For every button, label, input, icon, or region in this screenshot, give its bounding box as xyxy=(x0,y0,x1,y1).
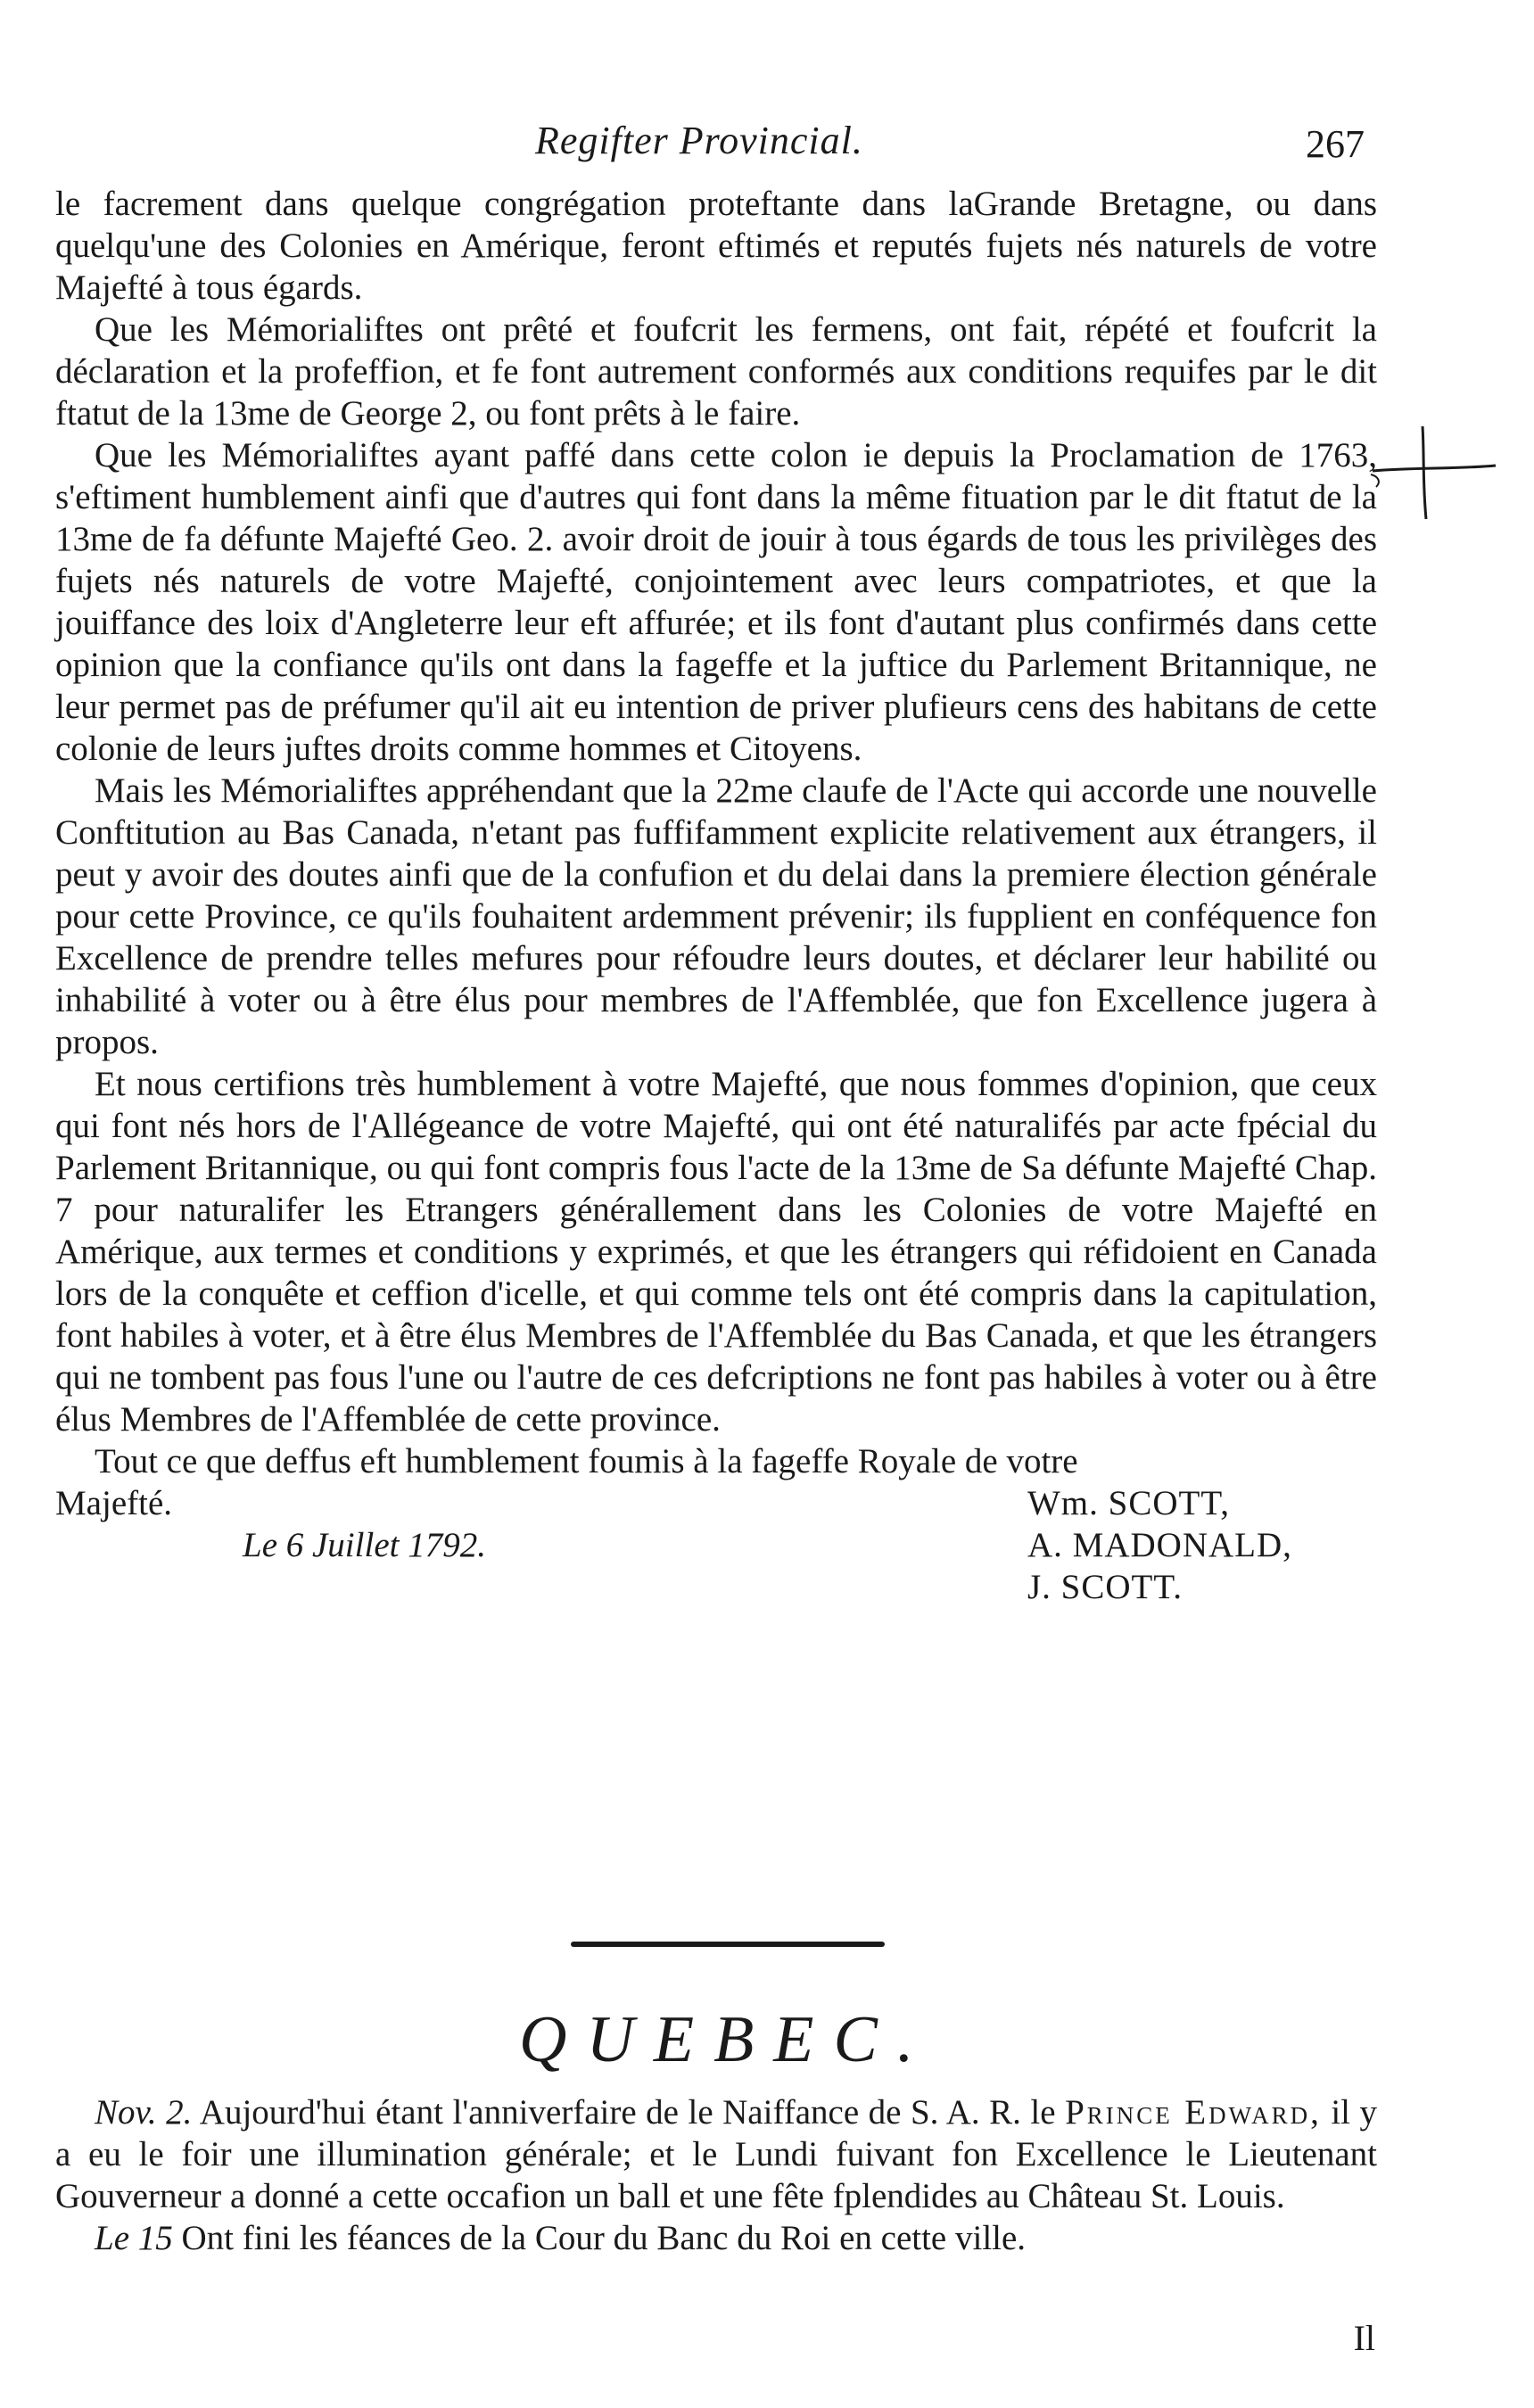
paragraph-4: Mais les Mémorialiftes appréhendant que la 22me claufe de l'Acte qui accorde une nouvelle Conftitution au Bas Canada, n'etant pas fuffifamment explicite relativement aux étrangers, il peut y avoir des doutes ainfi que de la confufion et du delai dans la premiere élection générale pour cette Province, ce qu'ils fouhaitent ardemment prévenir; ils fupplient en conféquence fon Excellence de prendre telles mefures pour réfoudre leurs doutes, et déclarer leur habilité ou inhabilité à voter ou à être élus pour membres de l'Affemblée, que fon Excellence jugera à propos. xyxy=(55,771,1377,1061)
closing-date: Le 6 Juillet 1792. xyxy=(243,1526,486,1564)
section-title: QUEBEC. xyxy=(519,2003,934,2076)
entry-date: Nov. 2. xyxy=(95,2093,193,2132)
page-number: 267 xyxy=(1306,122,1365,166)
entry-date: Le 15 xyxy=(95,2219,173,2257)
quebec-section-body xyxy=(55,2091,1377,2259)
entry-text-after: il y a eu le foir une illumination générale; et le Lundi fuivant fon Excellence le Lieutenant Gouverneur a donné a cette occafion un ball et une fête fplendides au Château St. Louis. xyxy=(55,2093,1377,2215)
handwritten-cross-mark xyxy=(1369,419,1498,526)
paragraph-2: Que les Mémorialiftes ont prêté et foufcrit les fermens, ont fait, répété et foufcrit la déclaration et la profeffion, et fe font autrement conformés aux conditions requifes par le dit ftatut de la 13me de George 2, ou font prêts à le faire. xyxy=(55,310,1377,433)
catchword: Il xyxy=(1353,2318,1375,2358)
paragraph-1: le facrement dans quelque congrégation proteftante dans laGrande Bretagne, ou dans quelqu'une des Colonies en Amérique, feront eftimés et reputés fujets nés naturels de votre Majefté à tous égards. xyxy=(55,185,1377,307)
signatory-2: A. MADONALD, xyxy=(1027,1526,1292,1564)
signatory-3: J. SCOTT. xyxy=(1027,1568,1183,1606)
signatory-1: Wm. SCOTT, xyxy=(1027,1484,1231,1522)
entry-nov-2 xyxy=(55,2091,1377,2217)
entry-text: Ont fini les féances de la Cour du Banc du Roi en cette ville. xyxy=(181,2219,1027,2257)
running-title: Regifter Provincial. xyxy=(535,119,863,162)
entry-le-15 xyxy=(55,2217,1377,2259)
closing-majesty: Majefté. xyxy=(55,1484,173,1522)
memorial-body xyxy=(55,183,1377,1610)
entry-name: Prince Edward, xyxy=(1065,2093,1322,2132)
closing-text: Tout ce que deffus eft humblement foumis à la fageffe Royale de votre xyxy=(95,1442,1078,1480)
page-header xyxy=(54,118,1445,180)
paragraph-3: Que les Mémorialiftes ayant paffé dans cette colon ie depuis la Proclamation de 1763, s'eftiment humblement ainfi que d'autres qui font dans la même fituation par le dit ftatut de la 13me de fa défunte Majefté Geo. 2. avoir droit de jouir à tous égards de tous les privilèges des fujets nés naturels de votre Majefté, conjointement avec leurs compatriotes, et que la jouiffance des loix d'Angleterre leur eft affurée; et ils font d'autant plus confirmés dans cette opinion que la confiance qu'ils ont dans la fageffe et la juftice du Parlement Britannique, ne leur permet pas de préfumer qu'il ait eu intention de priver plufieurs cens des habitans de cette colonie de leurs juftes droits comme hommes et Citoyens. xyxy=(55,436,1377,768)
entry-text-before: Aujourd'hui étant l'anniverfaire de le Naiffance de S. A. R. le xyxy=(199,2093,1056,2132)
closing-block xyxy=(55,1440,1377,1610)
section-divider xyxy=(571,1942,885,1947)
paragraph-5: Et nous certifions très humblement à votre Majefté, que nous fommes d'opinion, que ceux qui font nés hors de l'Allégeance de votre Majefté, qui ont été naturalifés par acte fpécial du Parlement Britannique, ou qui font compris fous l'acte de la 13me de Sa défunte Majefté Chap. 7 pour naturalifer les Etrangers générallement dans les Colonies de votre Majefté en Amérique, aux termes et conditions y exprimés, et que les étrangers qui réfidoient en Canada lors de la conquête et ceffion d'icelle, et qui comme tels ont été compris dans la capitulation, font habiles à voter, et à être élus Membres de l'Affemblée du Bas Canada, et que les étrangers qui ne tombent pas fous l'une ou l'autre de ces defcriptions ne font pas habiles à voter ou à être élus Membres de l'Affemblée de cette province. xyxy=(55,1065,1377,1439)
